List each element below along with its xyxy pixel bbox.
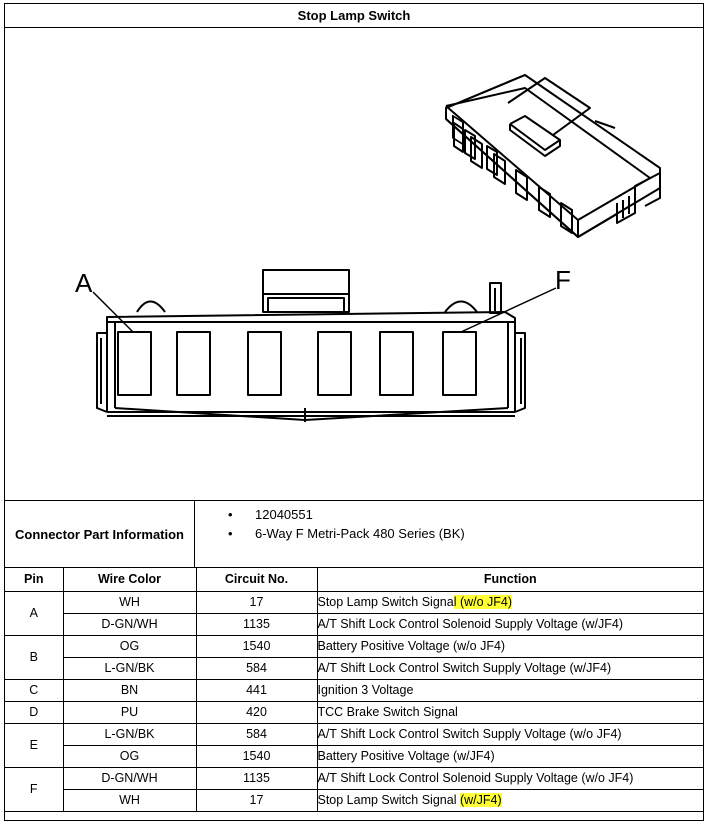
- function-cell: Ignition 3 Voltage: [317, 679, 703, 701]
- pin-cell: D: [5, 701, 63, 723]
- wire-color-cell: L-GN/BK: [63, 723, 196, 745]
- part-number: • 12040551: [195, 505, 465, 524]
- highlight: l (w/o JF4): [453, 595, 513, 609]
- connector-sheet: [4, 3, 704, 821]
- table-row: [5, 745, 703, 767]
- function-cell: A/T Shift Lock Control Switch Supply Voltage (w/JF4): [317, 657, 703, 679]
- front-connector-view: [93, 270, 556, 422]
- wire-color-cell: OG: [63, 635, 196, 657]
- connector-info-list: [195, 505, 465, 543]
- function-cell: TCC Brake Switch Signal: [317, 701, 703, 723]
- wire-color-cell: BN: [63, 679, 196, 701]
- circuit-cell: 441: [196, 679, 317, 701]
- pin-cell: A: [5, 591, 63, 635]
- table-row: [5, 723, 703, 745]
- circuit-cell: 17: [196, 789, 317, 811]
- circuit-cell: 1540: [196, 745, 317, 767]
- connector-info-label: Connector Part Information: [5, 501, 195, 567]
- function-cell: Battery Positive Voltage (w/o JF4): [317, 635, 703, 657]
- circuit-cell: 1540: [196, 635, 317, 657]
- pin-table: [5, 568, 703, 812]
- header-function: Function: [317, 568, 703, 591]
- table-row: [5, 679, 703, 701]
- function-cell: A/T Shift Lock Control Solenoid Supply Voltage (w/o JF4): [317, 767, 703, 789]
- pin-cell: B: [5, 635, 63, 679]
- table-row: [5, 767, 703, 789]
- wire-color-cell: D-GN/WH: [63, 613, 196, 635]
- table-row: [5, 701, 703, 723]
- wire-color-cell: D-GN/WH: [63, 767, 196, 789]
- connector-info-row: [5, 500, 703, 568]
- pin-f-callout: F: [555, 265, 571, 295]
- table-header-row: [5, 568, 703, 591]
- pin-cell: E: [5, 723, 63, 767]
- isometric-connector-view: [446, 75, 660, 237]
- circuit-cell: 1135: [196, 767, 317, 789]
- pin-cell: F: [5, 767, 63, 811]
- header-pin: Pin: [5, 568, 63, 591]
- function-cell: Stop Lamp Switch Signal (w/o JF4): [317, 591, 703, 613]
- function-cell: Battery Positive Voltage (w/JF4): [317, 745, 703, 767]
- function-cell: Stop Lamp Switch Signal (w/JF4): [317, 789, 703, 811]
- connector-drawing: [5, 28, 703, 500]
- circuit-cell: 584: [196, 723, 317, 745]
- function-cell: A/T Shift Lock Control Solenoid Supply Voltage (w/JF4): [317, 613, 703, 635]
- circuit-cell: 17: [196, 591, 317, 613]
- wire-color-cell: WH: [63, 591, 196, 613]
- pin-a-callout: A: [75, 268, 93, 298]
- page-title: Stop Lamp Switch: [5, 4, 703, 28]
- table-row: [5, 635, 703, 657]
- wire-color-cell: L-GN/BK: [63, 657, 196, 679]
- function-cell: A/T Shift Lock Control Switch Supply Voltage (w/o JF4): [317, 723, 703, 745]
- table-row: [5, 613, 703, 635]
- connector-series: • 6-Way F Metri-Pack 480 Series (BK): [195, 524, 465, 543]
- table-row: [5, 657, 703, 679]
- wire-color-cell: OG: [63, 745, 196, 767]
- header-circuit: Circuit No.: [196, 568, 317, 591]
- wire-color-cell: PU: [63, 701, 196, 723]
- wire-color-cell: WH: [63, 789, 196, 811]
- table-row: [5, 591, 703, 613]
- connector-illustration: [5, 28, 703, 500]
- circuit-cell: 420: [196, 701, 317, 723]
- highlight: (w/JF4): [459, 793, 502, 807]
- header-wire-color: Wire Color: [63, 568, 196, 591]
- pin-cell: C: [5, 679, 63, 701]
- table-row: [5, 789, 703, 811]
- circuit-cell: 1135: [196, 613, 317, 635]
- circuit-cell: 584: [196, 657, 317, 679]
